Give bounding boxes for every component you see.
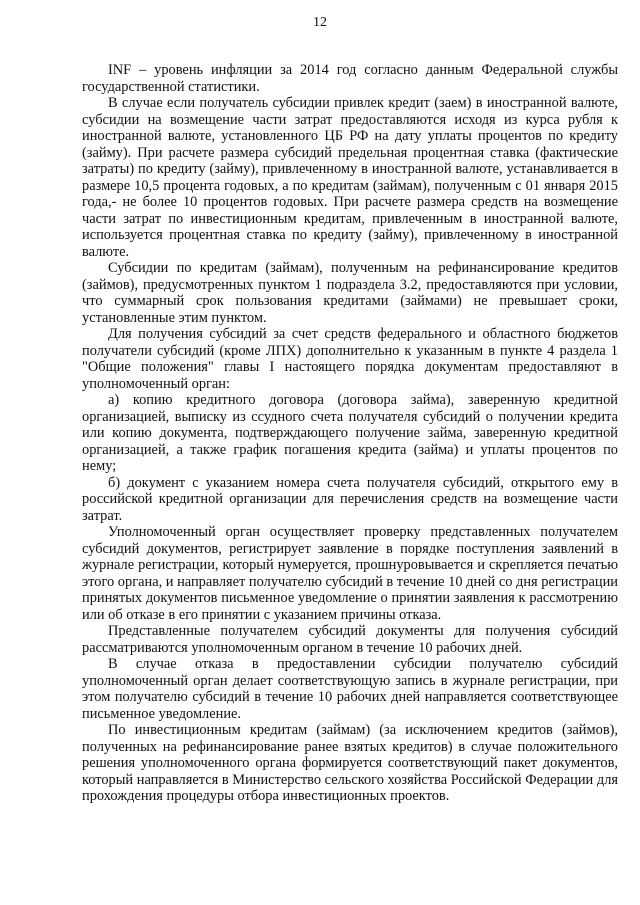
paragraph-item-a: а) копию кредитного договора (договора займа), заверенную кредитной организацией, выписку из ссудного счета получателя субсидий о получении кредита или копию документа, подтверждающего получение займа, заверенную кредитной организацией, а также график погашения кредита (займа) и уплаты процентов по нему; bbox=[82, 392, 618, 474]
paragraph-refinancing: Субсидии по кредитам (займам), полученным на рефинансирование кредитов (займов), предусмотренных пунктом 1 подраздела 3.2, предоставляются при условии, что суммарный срок пользования кредитами (займами) не превышает сроки, установленные этим пунктом. bbox=[82, 260, 618, 326]
paragraph-verification: Уполномоченный орган осуществляет проверку представленных получателем субсидий документов, регистрирует заявление в порядке поступления заявлений в журнале регистрации, который нумеруется, прошнуровывается и скрепляется печатью этого органа, и направляет получателю субсидий в течение 10 дней со дня регистрации принятых документов письменное уведомление о принятии заявления к рассмотрению или об отказе в его принятии с указанием причины отказа. bbox=[82, 524, 618, 623]
paragraph-required-documents: Для получения субсидий за счет средств федерального и областного бюджетов получатели субсидий (кроме ЛПХ) дополнительно к указанным в пункте 4 раздела 1 "Общие положения" главы I настоящего порядка документам предоставляют в уполномоченный орган: bbox=[82, 326, 618, 392]
paragraph-item-b: б) документ с указанием номера счета получателя субсидий, открытого ему в российской кредитной организации для перечисления средств на возмещение части затрат. bbox=[82, 474, 618, 524]
paragraph-investment-loans: По инвестиционным кредитам (займам) (за исключением кредитов (займов), полученных на рефинансирование ранее взятых кредитов) в случае положительного решения уполномоченного органа формируется соответствующий пакет документов, который направляется в Министерство сельского хозяйства Российской Федерации для прохождения процедуры отбора инвестиционных проектов. bbox=[82, 722, 618, 804]
document-body bbox=[82, 62, 618, 805]
paragraph-refusal: В случае отказа в предоставлении субсидии получателю субсидий уполномоченный орган делает соответствующую запись в журнале регистрации, при этом получателю субсидий в течение 10 рабочих дней направляется соответствующее письменное уведомление. bbox=[82, 656, 618, 722]
paragraph-foreign-currency-loans: В случае если получатель субсидии привлек кредит (заем) в иностранной валюте, субсидии на возмещение части затрат предоставляются исходя из курса рубля к иностранной валюте, установленного ЦБ РФ на дату уплаты процентов по кредиту (займу). При расчете размера субсидий предельная процентная ставка (фактические затраты) по кредиту (займу), привлеченному в иностранной валюте, устанавливается в размере 10,5 процента годовых, а по кредитам (займам), полученным с 01 января 2015 года,- не более 10 процентов годовых. При расчете размера средств на возмещение части затрат по инвестиционным кредитам, привлеченным в иностранной валюте, используется процентная ставка по кредиту (займу), привлеченному в иностранной валюте. bbox=[82, 95, 618, 260]
paragraph-review-period: Представленные получателем субсидий документы для получения субсидий рассматриваются уполномоченным органом в течение 10 рабочих дней. bbox=[82, 623, 618, 656]
page-number: 12 bbox=[313, 15, 327, 30]
paragraph-inflation-definition: INF – уровень инфляции за 2014 год согласно данным Федеральной службы государственной статистики. bbox=[82, 62, 618, 95]
